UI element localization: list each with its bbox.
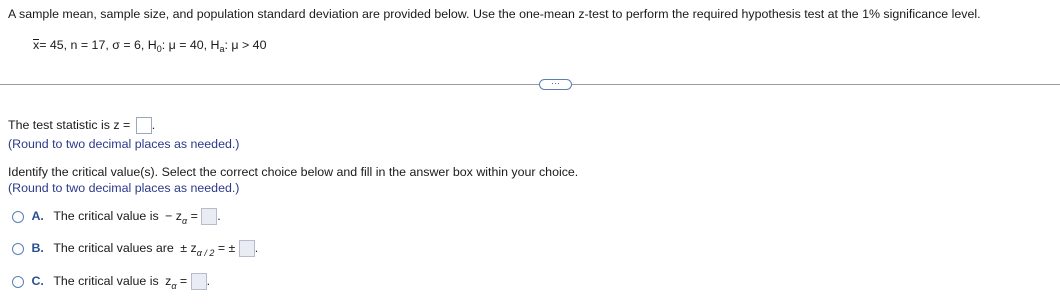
choice-b-letter: B. [31, 240, 44, 255]
given-values [33, 38, 266, 54]
choice-c-text: The critical value is [53, 273, 159, 288]
test-statistic-input[interactable] [136, 117, 152, 134]
sample-mean-symbol: x [33, 38, 40, 52]
choice-b[interactable] [12, 240, 258, 258]
choice-a-text: The critical value is [53, 208, 159, 223]
given-text-3: : μ > 40 [224, 38, 267, 52]
critical-value-question: Identify the critical value(s). Select the correct choice below and fill in the answer box within your choice. [8, 165, 579, 179]
test-statistic-period: . [151, 117, 156, 132]
choice-b-period: . [254, 240, 259, 255]
ha-subscript: a [219, 44, 225, 54]
given-text-1: = 45, n = 17, σ = 6, H [39, 38, 157, 52]
section-divider [0, 84, 1060, 85]
problem-prompt: A sample mean, sample size, and population standard deviation are provided below. Use the one-mean z-test to perform the required hypothesis test at the 1% significance level. [8, 7, 981, 21]
given-text-2: : μ = 40, H [161, 38, 220, 52]
choice-a-input[interactable] [201, 208, 217, 225]
test-statistic-row [8, 117, 155, 134]
choice-a-equals: = [190, 208, 198, 223]
choice-c-radio[interactable] [12, 276, 24, 288]
choice-a[interactable] [12, 208, 221, 226]
choice-a-radio[interactable] [12, 211, 24, 223]
choice-c-letter: C. [31, 273, 44, 288]
rounding-hint-2: (Round to two decimal places as needed.) [8, 181, 240, 195]
choice-c-symbol: $z_\alpha$ [165, 273, 177, 291]
choice-c-input[interactable] [191, 273, 207, 290]
choice-b-text: The critical values are [53, 240, 174, 255]
choice-b-input[interactable] [239, 240, 255, 257]
more-options-button[interactable]: ··· [539, 79, 572, 90]
choice-a-letter: A. [31, 208, 44, 223]
choice-b-equals: = ± [217, 240, 236, 255]
choice-c-period: . [206, 273, 211, 288]
choice-c-equals: = [179, 273, 188, 288]
rounding-hint-1: (Round to two decimal places as needed.) [8, 137, 240, 151]
test-statistic-label: The test statistic is z = [8, 117, 131, 132]
choice-a-period: . [217, 208, 221, 223]
choice-a-symbol: − $z_\alpha$ [165, 208, 188, 226]
choice-c[interactable] [12, 273, 210, 291]
choice-b-radio[interactable] [12, 243, 24, 255]
h0-subscript: 0 [156, 44, 162, 54]
choice-b-symbol: ± $z_{\alpha / 2}$ [180, 240, 215, 258]
